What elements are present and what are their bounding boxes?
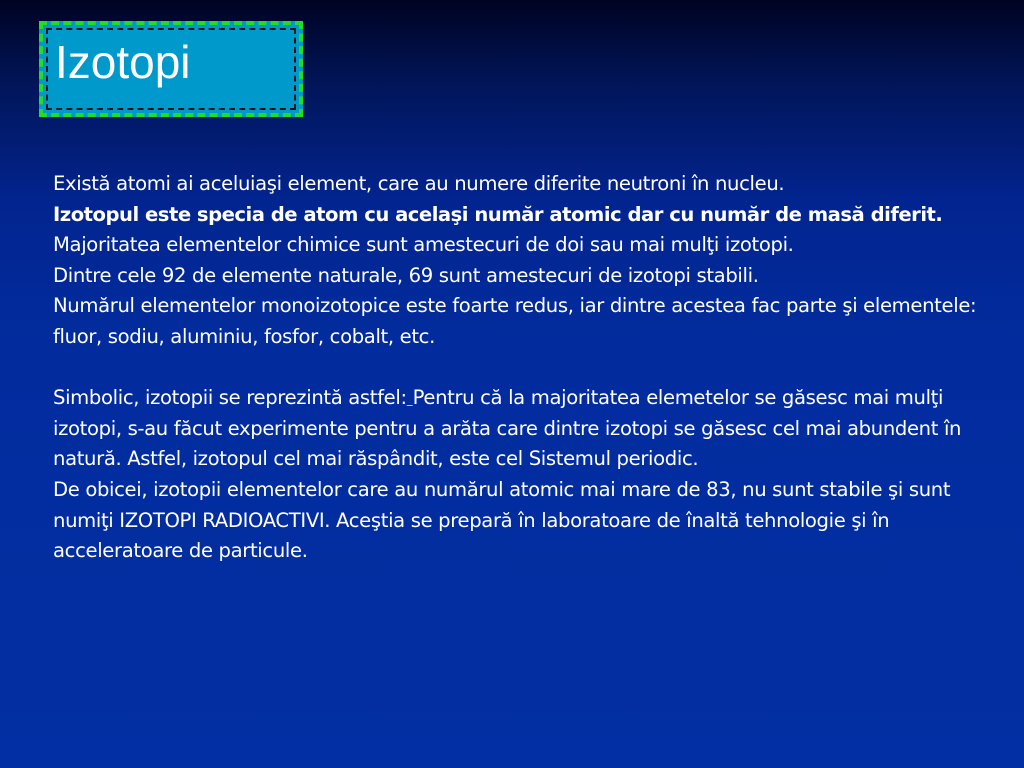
paragraph-symbolic [53, 383, 993, 475]
symbolic-suffix: Pentru că la majoritatea elemetelor se găsesc mai mulţi izotopi, s-au făcut experimente pentru a arăta care dintre izotopi se găsesc cel mai abundent în natură. Astfel, izotopul cel mai răspândit, este cel Sistemul periodic. [53, 386, 962, 471]
paragraph-radioactive: De obicei, izotopii elementelor care au numărul atomic mai mare de 83, nu sunt stabile şi sunt numiţi IZOTOPI RADIOACTIVI. Aceştia se prepară în laboratoare de înaltă tehnologie şi în acceleratoare de particule. [53, 477, 951, 563]
paragraph-isotope-definition: Izotopul este specia de atom cu acelaşi număr atomic dar cu număr de masă diferit. [53, 202, 943, 226]
paragraph-gap [53, 353, 993, 384]
slide-body [53, 169, 993, 567]
paragraph-natural-elements: Dintre cele 92 de elemente naturale, 69 sunt amestecuri de izotopi stabili. [53, 263, 759, 287]
paragraph-monoisotopic: Numărul elementelor monoizotopice este foarte redus, iar dintre acestea fac parte şi elementele: fluor, sodiu, aluminiu, fosfor, cobalt, etc. [53, 294, 977, 348]
paragraph-isotopes-intro: Există atomi ai aceluiaşi element, care au numere diferite neutroni în nucleu. [53, 172, 785, 195]
paragraph-mixtures: Majoritatea elementelor chimice sunt amestecuri de doi sau mai mulţi izotopi. [53, 233, 794, 257]
symbolic-prefix: Simbolic, izotopii se reprezintă astfel: [53, 386, 407, 410]
slide-title: Izotopi [55, 36, 191, 88]
slide-title-box [39, 21, 303, 117]
